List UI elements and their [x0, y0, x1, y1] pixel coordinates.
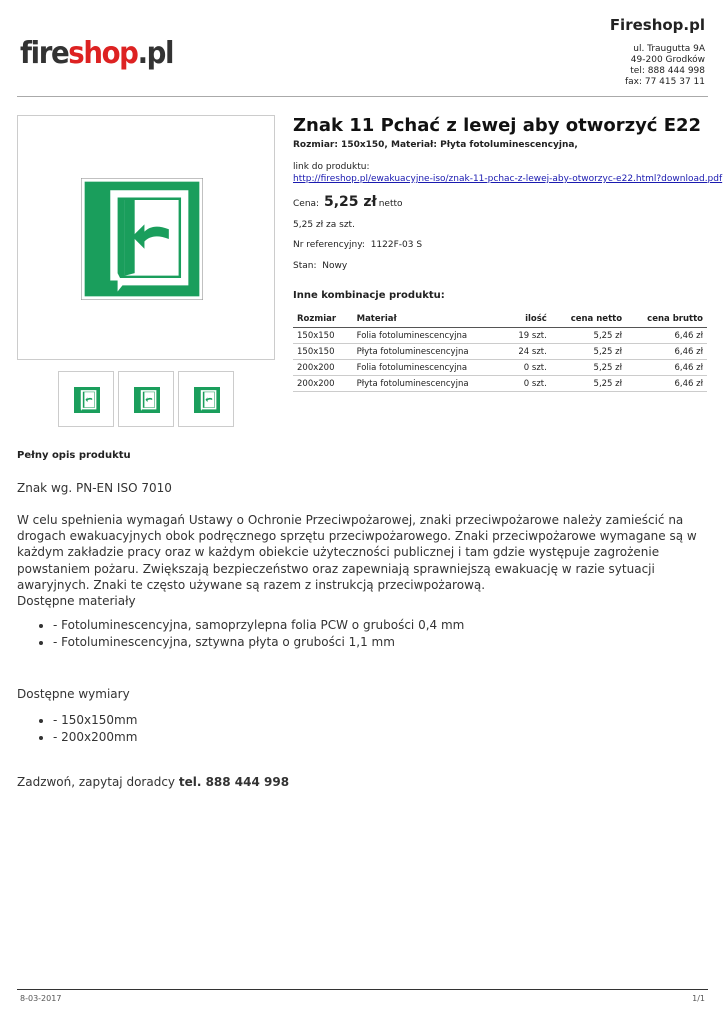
cell-quantity: 24 szt.: [505, 344, 551, 360]
address-street: ul. Traugutta 9A: [633, 44, 705, 54]
cell-size: 150x150: [293, 328, 353, 344]
cell-quantity: 0 szt.: [505, 376, 551, 392]
fax-number: fax: 77 415 37 11: [624, 77, 705, 87]
description-heading: Pełny opis produktu: [17, 450, 131, 461]
cell-gross-price: 6,46 zł: [626, 344, 707, 360]
combinations-table: [293, 311, 707, 392]
cell-material: Folia fotoluminescencyjna: [353, 328, 505, 344]
footer-page-number: 1/1: [692, 994, 705, 1003]
cell-material: Płyta fotoluminescencyjna: [353, 344, 505, 360]
cell-net-price: 5,25 zł: [551, 376, 626, 392]
table-header-row: [293, 311, 707, 328]
product-title: Znak 11 Pchać z lewej aby otworzyć E22: [293, 115, 702, 136]
footer-date: 8-03-2017: [20, 994, 62, 1003]
condition-value: Nowy: [322, 261, 348, 271]
push-door-left-sign-icon: [74, 387, 100, 413]
main-product-image[interactable]: [17, 115, 275, 360]
column-header-size: Rozmiar: [293, 311, 353, 328]
contact-phone[interactable]: tel. 888 444 998: [178, 775, 290, 789]
cell-net-price: 5,25 zł: [551, 344, 626, 360]
contact-text: Zadzwoń, zapytaj doradcy: [17, 775, 176, 789]
materials-heading: Dostępne materiały: [17, 594, 136, 608]
price-label: Cena:: [293, 199, 320, 209]
cell-net-price: 5,25 zł: [551, 328, 626, 344]
cell-size: 150x150: [293, 344, 353, 360]
column-header-material: Materiał: [353, 311, 505, 328]
table-row: [293, 376, 707, 392]
logo-text-domain: .pl: [137, 36, 174, 71]
logo-text-fire: fire: [20, 36, 69, 71]
product-subtitle: Rozmiar: 150x150, Materiał: Płyta fotoluminescencyjna,: [293, 140, 578, 150]
thumbnail-3[interactable]: [178, 371, 234, 427]
table-row: [293, 328, 707, 344]
column-header-quantity: ilość: [505, 311, 551, 328]
column-header-gross-price: cena brutto: [626, 311, 707, 328]
thumbnail-2[interactable]: [118, 371, 174, 427]
column-header-net-price: cena netto: [551, 311, 626, 328]
table-row: [293, 360, 707, 376]
sizes-list: [17, 712, 137, 745]
cell-gross-price: 6,46 zł: [626, 328, 707, 344]
shop-name: Fireshop.pl: [609, 16, 705, 34]
push-door-left-sign-icon: [134, 387, 160, 413]
reference-label: Nr referencyjny:: [293, 240, 365, 250]
thumbnail-1[interactable]: [58, 371, 114, 427]
product-link[interactable]: http://fireshop.pl/ewakuacyjne-iso/znak-11-pchac-z-lewej-aby-otworzyc-e22.html?download.pdf: [293, 174, 723, 184]
footer-divider: [17, 989, 708, 990]
header-divider: [17, 96, 708, 97]
description-paragraph: W celu spełnienia wymagań Ustawy o Ochronie Przeciwpożarowej, znaki przeciwpożarowe należy zamieścić na drogach ewakuacyjnych obok podręcznego sprzętu przeciwpożarowego. Znaki przeciwpożarowe wymagane są w każdym zakładzie pracy oraz w każdym obiekcie użyteczności publicznej i tam gdzie występuje zagrożenie powstaniem pożaru. Zwiększają bezpieczeństwo oraz zapewniają sprawniejszą ewakuację w razie sytuacji awaryjnych. Znaki te często używane są razem z instrukcją przeciwpożarową.: [17, 513, 697, 592]
cell-size: 200x200: [293, 360, 353, 376]
unit-price: 5,25 zł za szt.: [293, 220, 355, 230]
list-item: • - 150x150mm: [53, 712, 137, 729]
materials-list: [17, 617, 464, 650]
norm-text: Znak wg. PN-EN ISO 7010: [17, 481, 172, 495]
cell-material: Płyta fotoluminescencyjna: [353, 376, 505, 392]
logo-text-shop: shop: [68, 36, 138, 71]
list-item: • - Fotoluminescencyjna, samoprzylepna folia PCW o grubości 0,4 mm: [53, 617, 464, 634]
cell-gross-price: 6,46 zł: [626, 376, 707, 392]
condition-label: Stan:: [293, 261, 317, 271]
cell-quantity: 19 szt.: [505, 328, 551, 344]
phone-number: tel: 888 444 998: [630, 66, 705, 76]
price-value: 5,25 zł: [323, 194, 377, 210]
price-suffix: netto: [378, 199, 403, 209]
push-door-left-sign-icon: [81, 178, 203, 300]
product-link-label: link do produktu:: [293, 162, 370, 172]
table-row: [293, 344, 707, 360]
cell-quantity: 0 szt.: [505, 360, 551, 376]
list-item: • - Fotoluminescencyjna, sztywna płyta o grubości 1,1 mm: [53, 634, 464, 651]
reference-value: 1122F-03 S: [370, 240, 423, 250]
cell-material: Folia fotoluminescencyjna: [353, 360, 505, 376]
address-city: 49-200 Grodków: [630, 55, 705, 65]
shop-contact-block: [625, 44, 705, 88]
cell-gross-price: 6,46 zł: [626, 360, 707, 376]
contact-line: [17, 775, 289, 789]
sizes-heading: Dostępne wymiary: [17, 687, 130, 701]
list-item: • - 200x200mm: [53, 729, 137, 746]
reference-line: [293, 240, 422, 250]
combinations-title: Inne kombinacje produktu:: [293, 290, 445, 301]
cell-size: 200x200: [293, 376, 353, 392]
cell-net-price: 5,25 zł: [551, 360, 626, 376]
price-line: [293, 194, 403, 210]
condition-line: [293, 261, 347, 271]
push-door-left-sign-icon: [194, 387, 220, 413]
fireshop-logo[interactable]: [20, 36, 173, 71]
